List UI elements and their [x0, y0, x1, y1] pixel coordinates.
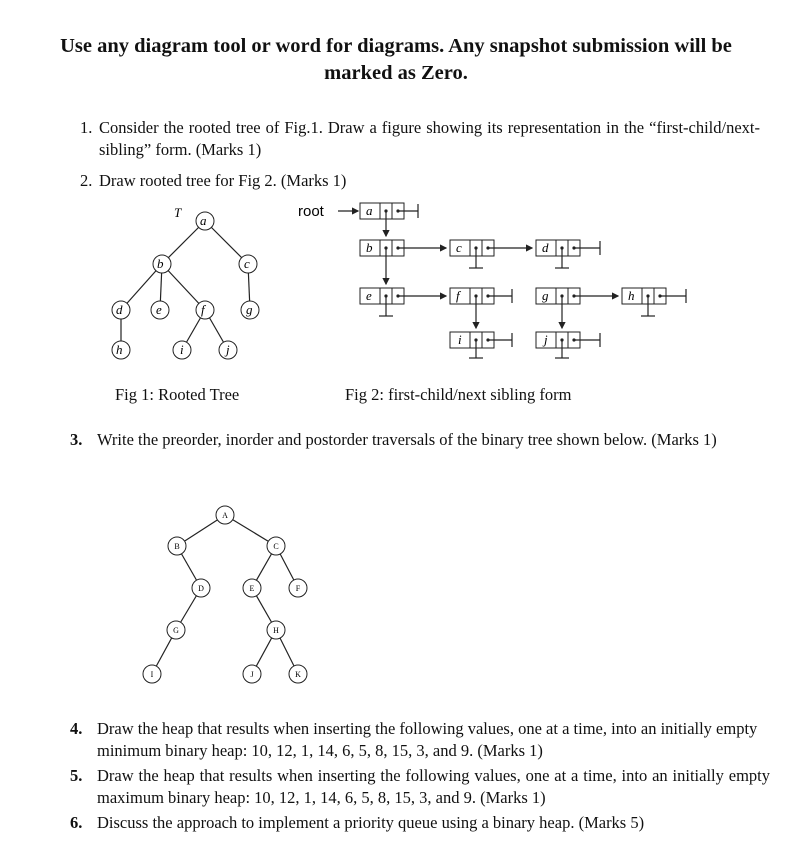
fig2-box-i [450, 332, 512, 358]
svg-text:i: i [458, 332, 462, 347]
svg-text:h: h [116, 342, 123, 357]
svg-text:F: F [295, 584, 301, 593]
question-2-text: Draw rooted tree for Fig 2. (Marks 1) [99, 171, 347, 190]
svg-text:E: E [249, 584, 255, 593]
fig2-root-label: root [298, 203, 324, 220]
bt-node-C [267, 537, 285, 555]
question-4-text: Draw the heap that results when inserting the following values, one at a time, into an initially empty minimum binary heap: 10, 12, 1, 14, 6, 5, 8, 15, 3, and 9. (Marks 1) [97, 719, 758, 760]
bt-node-B [168, 537, 186, 555]
question-3-number: 3. [70, 430, 83, 449]
bt-node-F [289, 579, 307, 597]
fig1-node-f [196, 301, 214, 319]
fig2-box-b [360, 240, 446, 284]
question-5-text: Draw the heap that results when inserting the following values, one at a time, into an initially empty maximum binary heap: 10, 12, 1, 14, 6, 5, 8, 15, 3, and 9. (Marks 1) [97, 766, 770, 807]
fig2-fcns-diagram [298, 203, 686, 358]
svg-text:c: c [244, 256, 250, 271]
question-3-text: Write the preorder, inorder and postorder traversals of the binary tree shown below. (Marks 1) [97, 430, 717, 449]
question-3 [70, 429, 770, 451]
binary-tree [143, 506, 307, 683]
fig1-caption: Fig 1: Rooted Tree [115, 385, 240, 404]
fig1-node-h [112, 341, 130, 359]
question-6 [70, 812, 770, 834]
fig1-node-c [239, 255, 257, 273]
fig1-node-d [112, 301, 130, 319]
fig1-node-g [241, 301, 259, 319]
bt-node-H [267, 621, 285, 639]
fig2-box-g [536, 288, 618, 328]
question-1-number: 1. [80, 118, 93, 137]
bt-node-K [289, 665, 307, 683]
fig1-node-e [151, 301, 169, 319]
title-line-2: marked as Zero. [324, 62, 468, 84]
fig2-box-e [360, 288, 446, 316]
fig1-rooted-tree [112, 205, 259, 359]
svg-text:b: b [157, 256, 164, 271]
fig2-box-d [536, 240, 600, 268]
svg-text:J: J [250, 670, 254, 679]
svg-text:C: C [273, 542, 279, 551]
fig1-node-i [173, 341, 191, 359]
fig1-node-b [153, 255, 171, 273]
question-4 [70, 718, 770, 762]
svg-text:f: f [456, 288, 460, 303]
svg-text:h: h [628, 288, 635, 303]
bt-node-J [243, 665, 261, 683]
svg-text:a: a [366, 203, 373, 218]
fig2-caption: Fig 2: first-child/next sibling form [345, 385, 572, 404]
svg-text:K: K [295, 670, 301, 679]
svg-text:b: b [366, 240, 373, 255]
fig2-box-h [622, 288, 686, 316]
svg-text:H: H [273, 626, 279, 635]
svg-text:a: a [200, 213, 207, 228]
bt-node-A [216, 506, 234, 524]
question-5 [70, 765, 770, 809]
bt-node-I [143, 665, 161, 683]
svg-text:B: B [174, 542, 180, 551]
fig1-node-j [219, 341, 237, 359]
svg-text:j: j [226, 342, 230, 357]
question-2-number: 2. [80, 171, 93, 190]
svg-text:I: I [150, 670, 154, 679]
svg-text:f: f [201, 302, 205, 317]
question-5-number: 5. [70, 766, 83, 785]
fig2-box-f [450, 288, 512, 328]
svg-text:D: D [198, 584, 204, 593]
svg-text:e: e [156, 302, 162, 317]
svg-text:g: g [542, 288, 549, 303]
svg-text:g: g [246, 302, 253, 317]
question-6-text: Discuss the approach to implement a priority queue using a binary heap. (Marks 5) [97, 813, 645, 832]
svg-text:G: G [173, 626, 179, 635]
fig1-tree-label: T [174, 205, 182, 220]
question-1-text: Consider the rooted tree of Fig.1. Draw a figure showing its representation in the “first-child/next-sibling” form. (Marks 1) [99, 118, 760, 159]
question-6-number: 6. [70, 813, 83, 832]
bt-node-E [243, 579, 261, 597]
bt-node-D [192, 579, 210, 597]
svg-text:e: e [366, 288, 372, 303]
fig2-box-c [450, 240, 532, 268]
fig1-node-a [196, 212, 214, 230]
svg-text:A: A [222, 511, 228, 520]
svg-text:j: j [544, 332, 548, 347]
svg-text:d: d [542, 240, 549, 255]
title-line-1: Use any diagram tool or word for diagrams. Any snapshot submission will be [60, 35, 732, 57]
bt-node-G [167, 621, 185, 639]
svg-text:d: d [116, 302, 123, 317]
fig2-box-j [536, 332, 600, 358]
fig2-box-a [360, 203, 418, 236]
svg-text:c: c [456, 240, 462, 255]
svg-text:i: i [180, 342, 184, 357]
question-4-number: 4. [70, 719, 83, 738]
